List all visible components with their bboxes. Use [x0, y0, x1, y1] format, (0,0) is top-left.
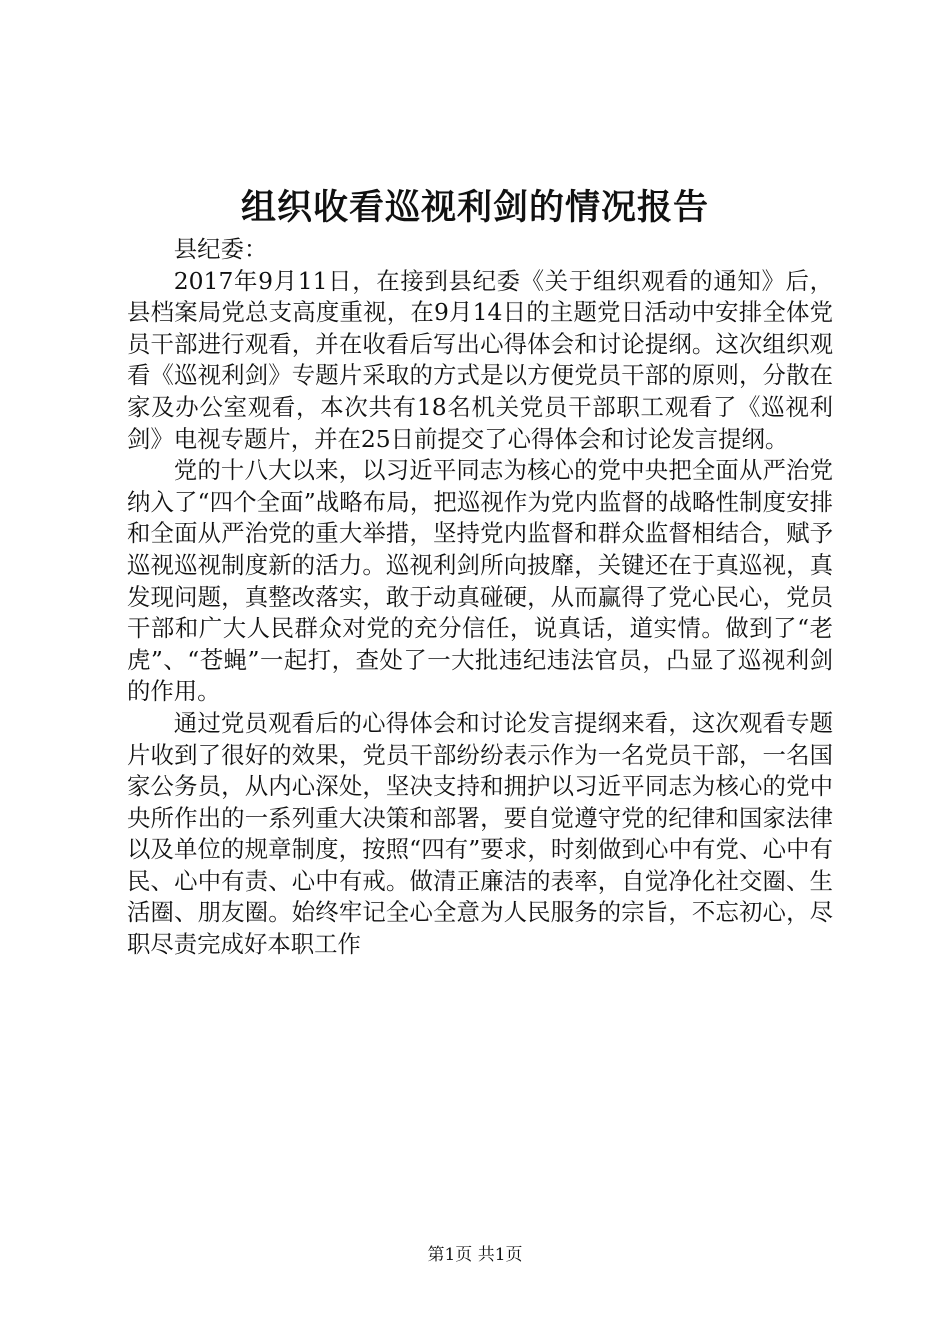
document-title: 组织收看巡视利剑的情况报告: [240, 187, 709, 228]
paragraph-1: 2017年9月11日，在接到县纪委《关于组织观看的通知》后，县档案局党总支高度重视，在9月14日的主题党日活动中安排全体党员干部进行观看，并在收看后写出心得体会和讨论提纲。这次组织观看《巡视利剑》专题片采取的方式是以方便党员干部的原则，分散在家及办公室观看，本次共有18名机关党员干部职工观看了《巡视利剑》电视专题片，并在25日前提交了心得体会和讨论发言提纲。: [127, 266, 833, 453]
paragraph-2: 党的十八大以来，以习近平同志为核心的党中央把全面从严治党纳入了“四个全面”战略布局，把巡视作为党内监督的战略性制度安排和全面从严治党的重大举措，坚持党内监督和群众监督相结合，赋予巡视巡视制度新的活力。巡视利剑所向披靡，关键还在于真巡视，真发现问题，真整改落实，敢于动真碰硬，从而赢得了党心民心，党员干部和广大人民群众对党的充分信任，说真话，道实情。做到了“老虎”、“苍蝇”一起打，查处了一大批违纪违法官员，凸显了巡视利剑的作用。: [127, 456, 833, 706]
paragraph-3: 通过党员观看后的心得体会和讨论发言提纲来看，这次观看专题片收到了很好的效果，党员干部纷纷表示作为一名党员干部，一名国家公务员，从内心深处，坚决支持和拥护以习近平同志为核心的党中央所作出的一系列重大决策和部署，要自觉遵守党的纪律和国家法律以及单位的规章制度，按照“四有”要求，时刻做到心中有党、心中有民、心中有责、心中有戒。做清正廉洁的表率，自觉净化社交圈、生活圈、朋友圈。始终牢记全心全意为人民服务的宗旨，不忘初心，尽职尽责完成好本职工作: [127, 708, 833, 959]
page-footer: 第1页 共1页: [427, 1245, 523, 1265]
document-body: [127, 234, 833, 961]
salutation: 县纪委：: [173, 235, 268, 263]
